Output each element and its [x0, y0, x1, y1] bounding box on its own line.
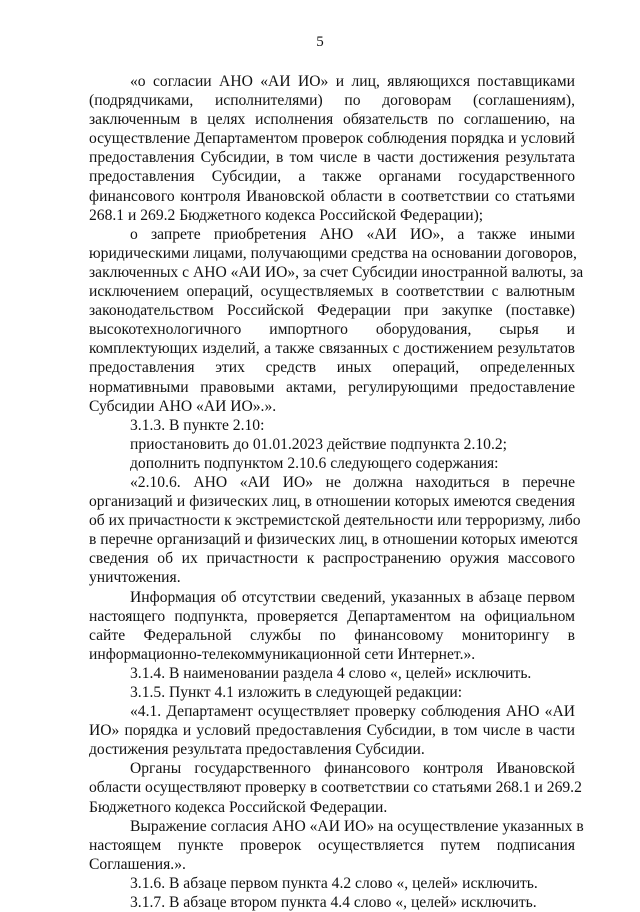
text-line: информационно-телекоммуникационной сети Интернет.». — [89, 645, 476, 663]
text-line: предоставления Субсидии, в том числе в части достижения результата — [89, 149, 575, 167]
text-line: области осуществляют проверку в соответствии со статьями 268.1 и 269.2 — [89, 779, 582, 797]
text-line: высокотехнологичного импортного оборудования, сырья и — [89, 321, 575, 339]
text-line: организаций и физических лиц, в отношении которых имеются сведения — [89, 493, 575, 511]
text-line: юридическими лицами, получающими средства на основании договоров, — [89, 244, 577, 262]
text-line: Соглашения.». — [89, 855, 186, 873]
text-line: заключенных с АНО «АИ ИО», за счет Субсидии иностранной валюты, за — [89, 263, 584, 281]
text-line: 3.1.3. В пункте 2.10: — [130, 416, 265, 434]
text-line: ИО» порядка и условий предоставления Субсидии, в том числе в части — [89, 722, 575, 740]
text-line: исключением операций, осуществляемых в соответствии с валютным — [89, 283, 575, 301]
text-line: Субсидии АНО «АИ ИО».». — [89, 397, 277, 415]
text-line: «4.1. Департамент осуществляет проверку соблюдения АНО «АИ — [130, 703, 575, 721]
text-line: в перечне организаций и физических лиц, в отношении которых имеются — [89, 531, 578, 549]
text-line: Бюджетного кодекса Российской Федерации. — [89, 798, 388, 816]
text-line: об их причастности к экстремистской деятельности или терроризму, либо — [89, 512, 581, 530]
text-line: законодательством Российской Федерации при закупке (поставке) — [89, 302, 575, 320]
text-line: настоящего подпункта, проверяется Департаментом на официальном — [89, 607, 575, 625]
text-line: «2.10.6. АНО «АИ ИО» не должна находиться в перечне — [130, 473, 575, 491]
text-line: осуществление Департаментом проверок соблюдения порядка и условий — [89, 130, 575, 148]
text-line: о запрете приобретения АНО «АИ ИО», а также иными — [130, 225, 575, 243]
text-line: 3.1.7. В абзаце втором пункта 4.4 слово «, целей» исключить. — [130, 894, 537, 912]
text-line: комплектующих изделий, а также связанных с достижением результатов — [89, 340, 575, 358]
page-number: 5 — [316, 34, 324, 50]
text-line: уничтожения. — [89, 569, 181, 587]
text-line: предоставления этих средств иных операций, определенных — [89, 359, 575, 377]
text-line: Информация об отсутствии сведений, указанных в абзаце первом — [130, 588, 575, 606]
text-line: заключенным в целях исполнения обязательств по соглашению, на — [89, 111, 575, 129]
text-line: 268.1 и 269.2 Бюджетного кодекса Российской Федерации); — [89, 206, 484, 224]
text-line: «о согласии АНО «АИ ИО» и лиц, являющихся поставщиками — [130, 73, 575, 90]
text-line: 3.1.5. Пункт 4.1 изложить в следующей редакции: — [130, 684, 463, 701]
text-line: сведения об их причастности к распространению оружия массового — [89, 550, 575, 568]
text-line: 3.1.4. В наименовании раздела 4 слово «, целей» исключить. — [130, 664, 532, 682]
text-line: приостановить до 01.01.2023 действие подпункта 2.10.2; — [130, 435, 507, 453]
text-line: дополнить подпунктом 2.10.6 следующего содержания: — [130, 454, 499, 472]
text-line: нормативными правовыми актами, регулирующими предоставление — [89, 378, 575, 396]
text-line: 3.1.6. В абзаце первом пункта 4.2 слово «, целей» исключить. — [130, 874, 538, 892]
text-line: Выражение согласия АНО «АИ ИО» на осуществление указанных в — [130, 817, 584, 835]
text-line: финансового контроля Ивановской области в соответствии со статьями — [89, 187, 575, 205]
document-body — [89, 72, 584, 912]
text-line: предоставления Субсидии, а также органами государственного — [89, 168, 575, 186]
text-line: настоящем пункте проверок осуществляется путем подписания — [89, 836, 575, 854]
text-line: достижения результата предоставления Субсидии. — [89, 741, 425, 759]
text-line: сайте Федеральной службы по финансовому мониторингу в — [89, 626, 575, 644]
text-line: (подрядчиками, исполнителями) по договорам (соглашениям), — [89, 92, 575, 110]
text-line: Органы государственного финансового контроля Ивановской — [130, 760, 575, 778]
